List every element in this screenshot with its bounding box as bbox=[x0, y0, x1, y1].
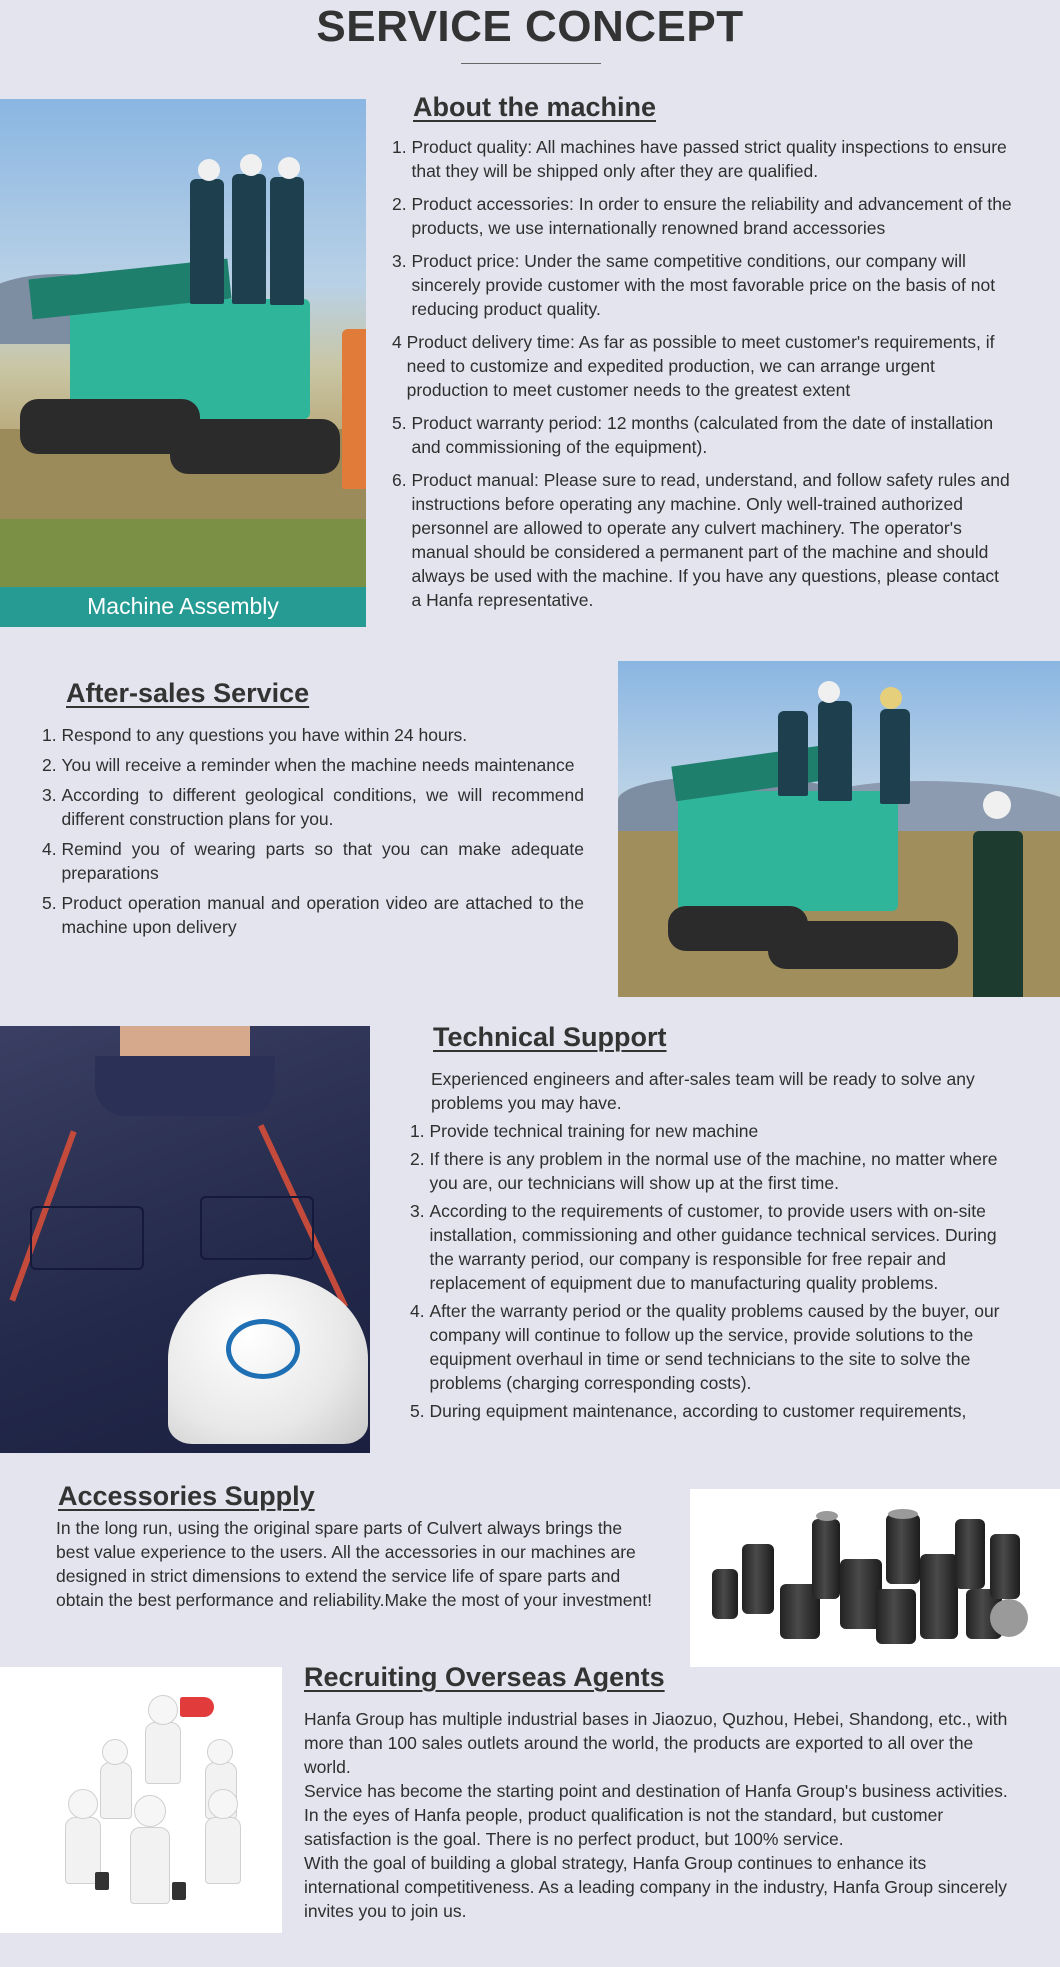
agents-paragraph-1: Hanfa Group has multiple industrial bases in Jiaozuo, Quzhou, Hebei, Shandong, etc., with more than 100 sales outlets around the world, the products are exported to all over the world. bbox=[304, 1709, 1008, 1777]
tech-support-intro: Experienced engineers and after-sales team will be ready to solve any problems you may have. bbox=[431, 1069, 975, 1113]
agents-paragraph-2: Service has become the starting point and destination of Hanfa Group's business activities. In the eyes of Hanfa people, product qualification is not the standard, but customer satisfaction is the goal. There is no perfect product, but 100% service. bbox=[304, 1781, 1008, 1849]
accessories-text: In the long run, using the original spare parts of Culvert always brings the best value experience to the users. All the accessories in our machines are designed in strict dimensions to extend the service life of spare parts and obtain the best performance and reliability.Make the most of your investment! bbox=[56, 1518, 652, 1610]
team-leader-illustration bbox=[0, 1667, 282, 1933]
list-item: 2. If there is any problem in the normal use of the machine, no matter where you are, our technicians will show up at the first time. bbox=[410, 1149, 998, 1193]
drill-bits-photo bbox=[690, 1489, 1060, 1667]
after-sales-section bbox=[42, 678, 584, 945]
tech-support-section bbox=[410, 1022, 1006, 1427]
about-list bbox=[392, 135, 1012, 612]
list-item: 3. According to different geological conditions, we will recommend different construction plans for you. bbox=[42, 785, 584, 829]
agents-paragraph-3: With the goal of building a global strategy, Hanfa Group continues to enhance its international competitiveness. As a leading company in the industry, Hanfa Group sincerely invites you to join us. bbox=[304, 1853, 1007, 1921]
machine-field-photo bbox=[618, 661, 1060, 997]
list-item: 1. Respond to any questions you have within 24 hours. bbox=[42, 725, 468, 745]
list-item: 1. Product quality: All machines have passed strict quality inspections to ensure that they will be shipped only after they are qualified. bbox=[392, 137, 1007, 181]
after-sales-heading: After-sales Service bbox=[66, 678, 310, 708]
list-item: 1. Provide technical training for new machine bbox=[410, 1121, 759, 1141]
accessories-heading: Accessories Supply bbox=[58, 1481, 315, 1511]
about-heading: About the machine bbox=[413, 92, 657, 122]
list-item: 3. According to the requirements of customer, to provide users with on-site installation, commissioning and other guidance technical services. During the warranty period, our company is responsible for free repair and replacement of equipment due to manufacturing quality problems. bbox=[410, 1201, 997, 1293]
list-item: 4. Remind you of wearing parts so that you can make adequate preparations bbox=[42, 839, 584, 883]
list-item: 3. Product price: Under the same competitive conditions, our company will sincerely provide customer with the most favorable price on the basis of not reducing product quality. bbox=[392, 251, 996, 319]
after-sales-list bbox=[42, 723, 584, 939]
tech-support-heading: Technical Support bbox=[433, 1022, 667, 1052]
list-item: 5. During equipment maintenance, according to customer requirements, bbox=[410, 1401, 967, 1421]
machine-assembly-caption: Machine Assembly bbox=[0, 587, 366, 627]
machine-assembly-photo bbox=[0, 99, 366, 588]
page-title: SERVICE CONCEPT bbox=[316, 2, 744, 51]
list-item: 6. Product manual: Please sure to read, understand, and follow safety rules and instructions before operating any machine. Only well-trained authorized personnel are allowed to operate any culvert machinery. The operator's manual should be considered a permanent part of the machine and should always be used with the machine. If you have any questions, please contact a Hanfa representative. bbox=[392, 470, 1010, 610]
accessories-section bbox=[56, 1481, 656, 1612]
list-item: 2. Product accessories: In order to ensure the reliability and advancement of the products, we use internationally renowned brand accessories bbox=[392, 194, 1012, 238]
engineer-uniform-photo bbox=[0, 1026, 370, 1453]
list-item: 5. Product operation manual and operation video are attached to the machine upon delivery bbox=[42, 893, 584, 937]
list-item: 4. After the warranty period or the quality problems caused by the buyer, our company will continue to follow up the service, provide solutions to the equipment overhaul in time or send technicians to the site to solve the problems (charging corresponding costs). bbox=[410, 1301, 1000, 1393]
about-section bbox=[392, 92, 1012, 621]
agents-heading: Recruiting Overseas Agents bbox=[304, 1662, 665, 1692]
title-divider bbox=[461, 63, 601, 64]
list-item: 2. You will receive a reminder when the machine needs maintenance bbox=[42, 755, 575, 775]
list-item: 5. Product warranty period: 12 months (calculated from the date of installation and commissioning of the equipment). bbox=[392, 413, 994, 457]
agents-section bbox=[304, 1662, 1014, 1923]
list-item: 4 Product delivery time: As far as possible to meet customer's requirements, if need to customize and expedited production, we can arrange urgent production to meet customer needs to the greatest extent bbox=[392, 332, 995, 400]
tech-support-list bbox=[410, 1119, 1006, 1423]
